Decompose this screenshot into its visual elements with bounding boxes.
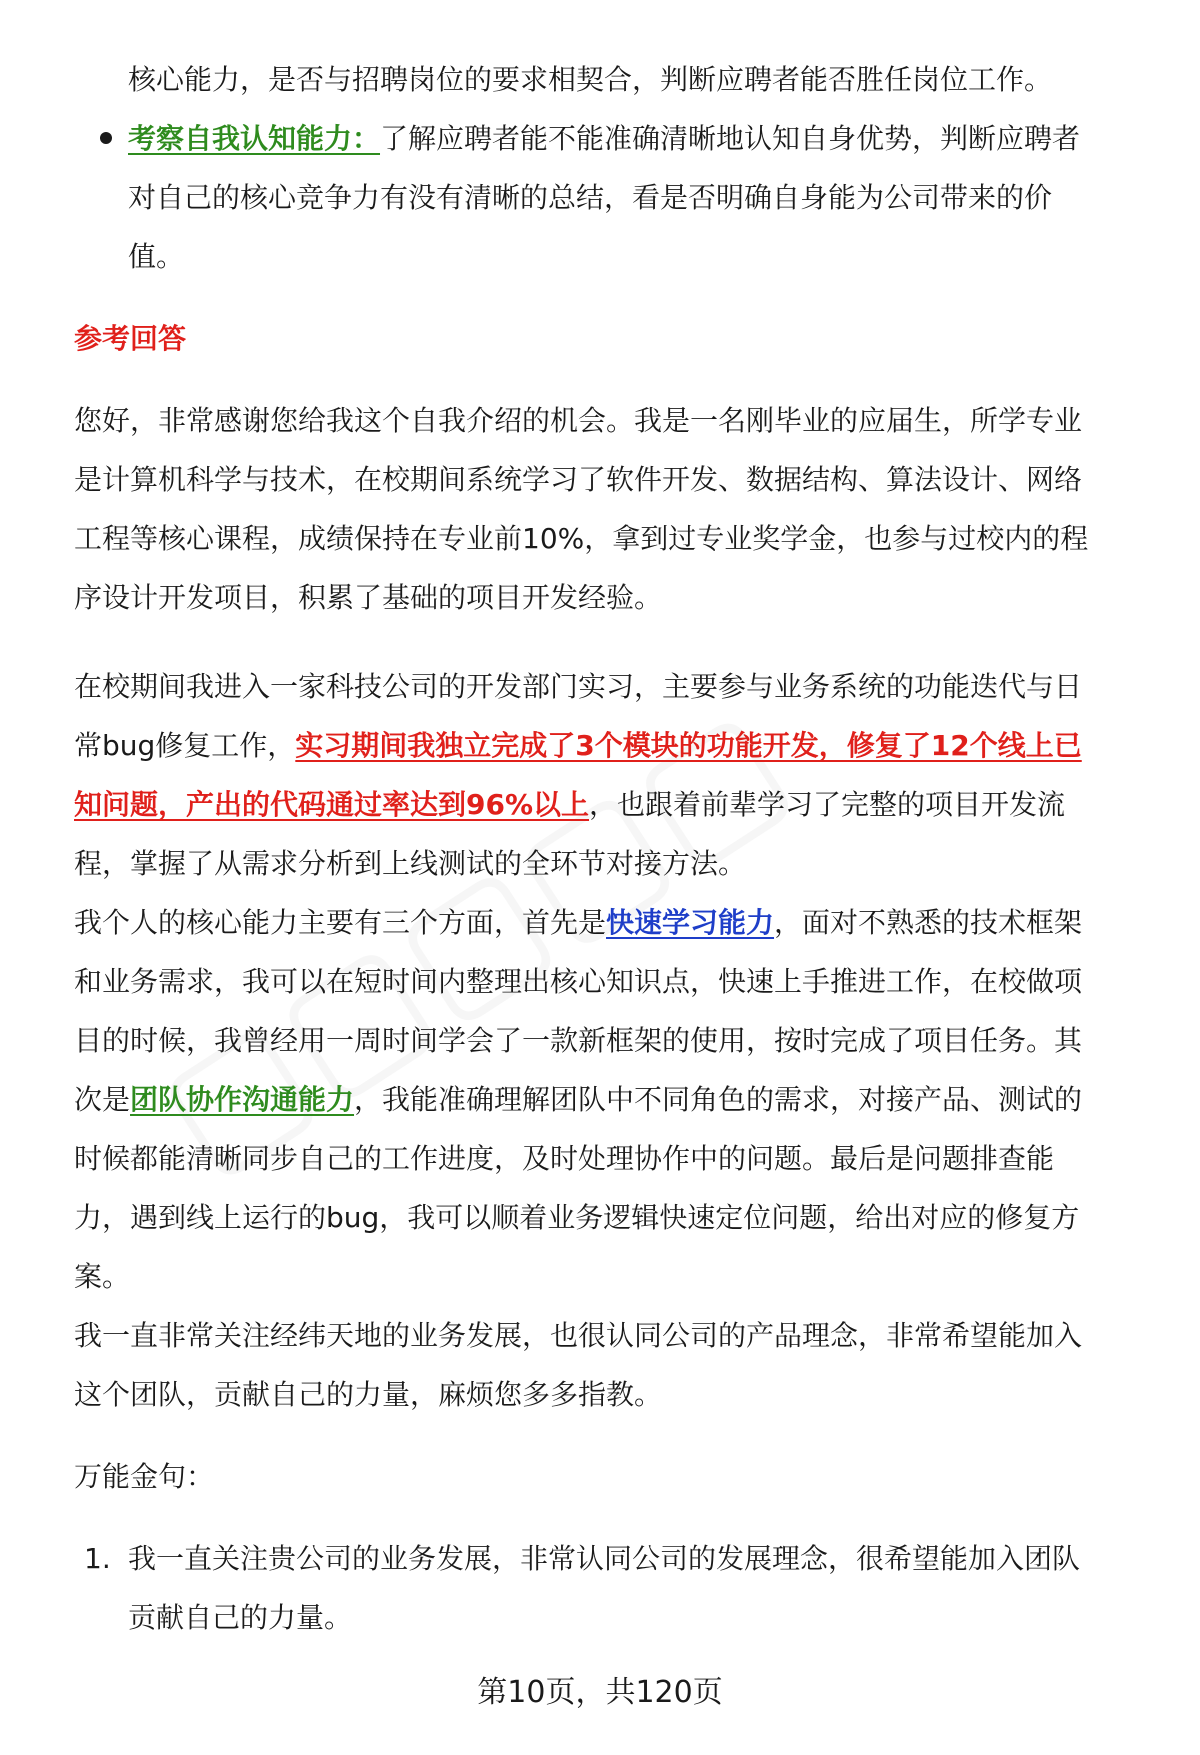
- bullet-text-line: 值。: [128, 240, 185, 273]
- paragraph-line: 工程等核心课程，成绩保持在专业前10%，拿到过专业奖学金，也参与过校内的程: [74, 522, 1089, 555]
- text-span: 常bug修复工作，: [74, 729, 296, 762]
- paragraph-line: 案。: [74, 1260, 131, 1293]
- list-number: 1.: [84, 1542, 111, 1575]
- paragraph-line: 力，遇到线上运行的bug，我可以顺着业务逻辑快速定位问题，给出对应的修复方: [74, 1201, 1080, 1234]
- bullet-dot-icon: [100, 132, 112, 144]
- golden-sentence-label: 万能金句：: [74, 1460, 215, 1493]
- highlight-red: 实习期间我独立完成了3个模块的功能开发，修复了12个线上已: [295, 729, 1082, 762]
- list-item: [74, 1529, 1146, 1588]
- list-text-line: 贡献自己的力量。: [128, 1601, 353, 1634]
- paragraph-core-abilities: [74, 893, 1146, 1306]
- bullet-text-line: 对自己的核心竞争力有没有清晰的总结，看是否明确自身能为公司带来的价: [128, 181, 1053, 214]
- paragraph-line: 目的时候，我曾经用一周时间学会了一款新框架的使用，按时完成了项目任务。其: [74, 1024, 1083, 1057]
- paragraph-education: [74, 391, 1146, 627]
- paragraph-line: 这个团队，贡献自己的力量，麻烦您多多指教。: [74, 1378, 663, 1411]
- paragraph-line: 时候都能清晰同步自己的工作进度，及时处理协作中的问题。最后是问题排查能: [74, 1142, 1055, 1175]
- paragraph-internship: [74, 657, 1146, 893]
- text-span: 次是: [74, 1083, 131, 1116]
- text-span: ，面对不熟悉的技术框架: [774, 906, 1083, 939]
- paragraph-line: [74, 775, 1146, 834]
- highlight-blue: 快速学习能力: [606, 906, 775, 939]
- bullet-text: 了解应聘者能不能准确清晰地认知自身优势，判断应聘者: [380, 122, 1081, 155]
- text-span: ，也跟着前辈学习了完整的项目开发流: [589, 788, 1066, 821]
- intro-line: 核心能力，是否与招聘岗位的要求相契合，判断应聘者能否胜任岗位工作。: [128, 63, 1053, 96]
- content-body: [74, 50, 1146, 1647]
- paragraph-line: 是计算机科学与技术，在校期间系统学习了软件开发、数据结构、算法设计、网络: [74, 463, 1083, 496]
- list-text: 我一直关注贵公司的业务发展，非常认同公司的发展理念，很希望能加入团队: [128, 1542, 1081, 1575]
- highlight-red: 知问题，产出的代码通过率达到96%以上: [74, 788, 590, 821]
- page-number-footer: 第10页，共120页: [477, 1675, 723, 1710]
- paragraph-closing: [74, 1306, 1146, 1424]
- paragraph-line: 我一直非常关注经纬天地的业务发展，也很认同公司的产品理念，非常希望能加入: [74, 1319, 1083, 1352]
- paragraph-line: 您好，非常感谢您给我这个自我介绍的机会。我是一名刚毕业的应届生，所学专业: [74, 404, 1083, 437]
- text-span: 我个人的核心能力主要有三个方面，首先是: [74, 906, 607, 939]
- paragraph-line: 序设计开发项目，积累了基础的项目开发经验。: [74, 581, 663, 614]
- paragraph-line: [74, 716, 1146, 775]
- highlight-green: 团队协作沟通能力: [130, 1083, 355, 1116]
- golden-sentence-list: [74, 1529, 1146, 1647]
- bullet-item-self-awareness: [74, 109, 1146, 168]
- section-heading: 参考回答: [74, 322, 187, 355]
- bullet-label: 考察自我认知能力：: [128, 122, 381, 155]
- paragraph-line: [74, 1070, 1146, 1129]
- paragraph-line: 在校期间我进入一家科技公司的开发部门实习，主要参与业务系统的功能迭代与日: [74, 670, 1083, 703]
- paragraph-line: 和业务需求，我可以在短时间内整理出核心知识点，快速上手推进工作，在校做项: [74, 965, 1083, 998]
- paragraph-line: [74, 893, 1146, 952]
- paragraph-line: 程，掌握了从需求分析到上线测试的全环节对接方法。: [74, 847, 747, 880]
- text-span: ，我能准确理解团队中不同角色的需求，对接产品、测试的: [354, 1083, 1083, 1116]
